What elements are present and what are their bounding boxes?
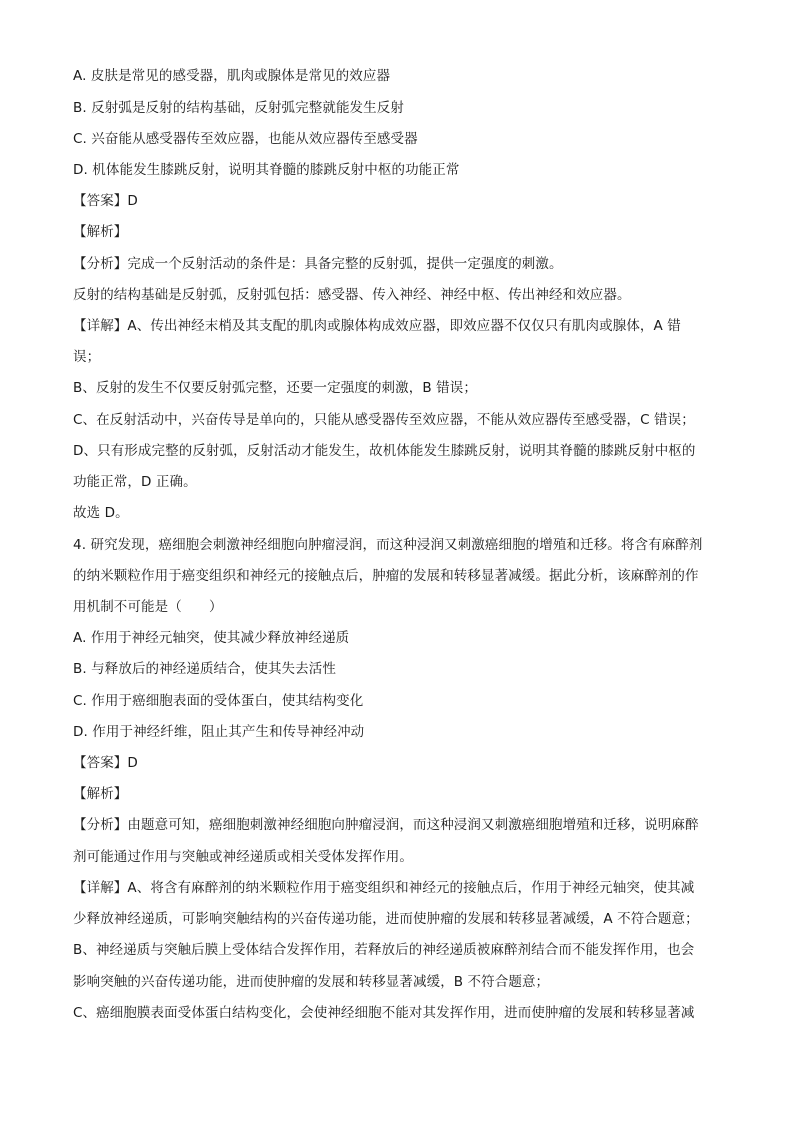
analysis-text: 剂可能通过作用与突触或神经递质或相关受体发挥作用。 [73, 849, 413, 865]
analysis-text: 反射的结构基础是反射弧，反射弧包括：感受器、传入神经、神经中枢、传出神经和效应器。 [73, 287, 631, 303]
option-b: B. 反射弧是反射的结构基础，反射弧完整就能发生反射 [73, 100, 404, 116]
detail-text: 【详解】A、将含有麻醉剂的纳米颗粒作用于癌变组织和神经元的接触点后，作用于神经元轴突，使其减 [73, 880, 695, 896]
detail-text: 少释放神经递质，可影响突触结构的兴奋传递功能，进而使肿瘤的发展和转移显著减缓，A 不符合题意； [73, 911, 699, 927]
question-4-stem: 4. 研究发现，癌细胞会刺激神经细胞向肿瘤浸润，而这种浸润又刺激癌细胞的增殖和迁移。将含有麻醉剂 [73, 537, 703, 553]
detail-text: C、癌细胞膜表面受体蛋白结构变化，会使神经细胞不能对其发挥作用，进而使肿瘤的发展和转移显著减 [73, 1005, 695, 1021]
option-c: C. 兴奋能从感受器传至效应器，也能从效应器传至感受器 [73, 131, 418, 147]
option-d: D. 作用于神经纤维，阻止其产生和传导神经冲动 [73, 724, 365, 740]
detail-text: C、在反射活动中，兴奋传导是单向的，只能从感受器传至效应器，不能从效应器传至感受器，C 错误； [73, 412, 695, 428]
option-a: A. 作用于神经元轴突，使其减少释放神经递质 [73, 630, 350, 646]
option-a: A. 皮肤是常见的感受器，肌肉或腺体是常见的效应器 [73, 68, 391, 84]
detail-text: B、神经递质与突触后膜上受体结合发挥作用，若释放后的神经递质被麻醉剂结合而不能发挥作用，也会 [73, 942, 695, 958]
option-d: D. 机体能发生膝跳反射，说明其脊髓的膝跳反射中枢的功能正常 [73, 162, 460, 178]
analysis-heading: 【解析】 [73, 224, 128, 240]
detail-text: 影响突触的兴奋传递功能，进而使肿瘤的发展和转移显著减缓，B 不符合题意； [73, 974, 550, 990]
analysis-text: 【分析】完成一个反射活动的条件是：具备完整的反射弧，提供一定强度的刺激。 [73, 256, 563, 272]
question-4-stem: 用机制不可能是（ ） [73, 599, 223, 615]
answer-line: 【答案】D [73, 193, 138, 209]
answer-line: 【答案】D [73, 755, 138, 771]
detail-text: 【详解】A、传出神经末梢及其支配的肌肉或腺体构成效应器，即效应器不仅仅只有肌肉或腺体，A 错 [73, 318, 681, 334]
analysis-text: 【分析】由题意可知，癌细胞刺激神经细胞向肿瘤浸润，而这种浸润又刺激癌细胞增殖和迁移，说明麻醉 [73, 817, 699, 833]
conclusion: 故选 D。 [73, 505, 129, 521]
detail-text: B、反射的发生不仅要反射弧完整，还要一定强度的刺激，B 错误； [73, 380, 477, 396]
detail-text: D、只有形成完整的反射弧，反射活动才能发生，故机体能发生膝跳反射，说明其脊髓的膝跳反射中枢的 [73, 443, 696, 459]
question-4-stem: 的纳米颗粒作用于癌变组织和神经元的接触点后，肿瘤的发展和转移显著减缓。据此分析，该麻醉剂的作 [73, 568, 699, 584]
detail-text: 误； [73, 349, 101, 365]
detail-text: 功能正常，D 正确。 [73, 474, 197, 490]
option-b: B. 与释放后的神经递质结合，使其失去活性 [73, 661, 336, 677]
option-c: C. 作用于癌细胞表面的受体蛋白，使其结构变化 [73, 693, 364, 709]
analysis-heading: 【解析】 [73, 786, 128, 802]
